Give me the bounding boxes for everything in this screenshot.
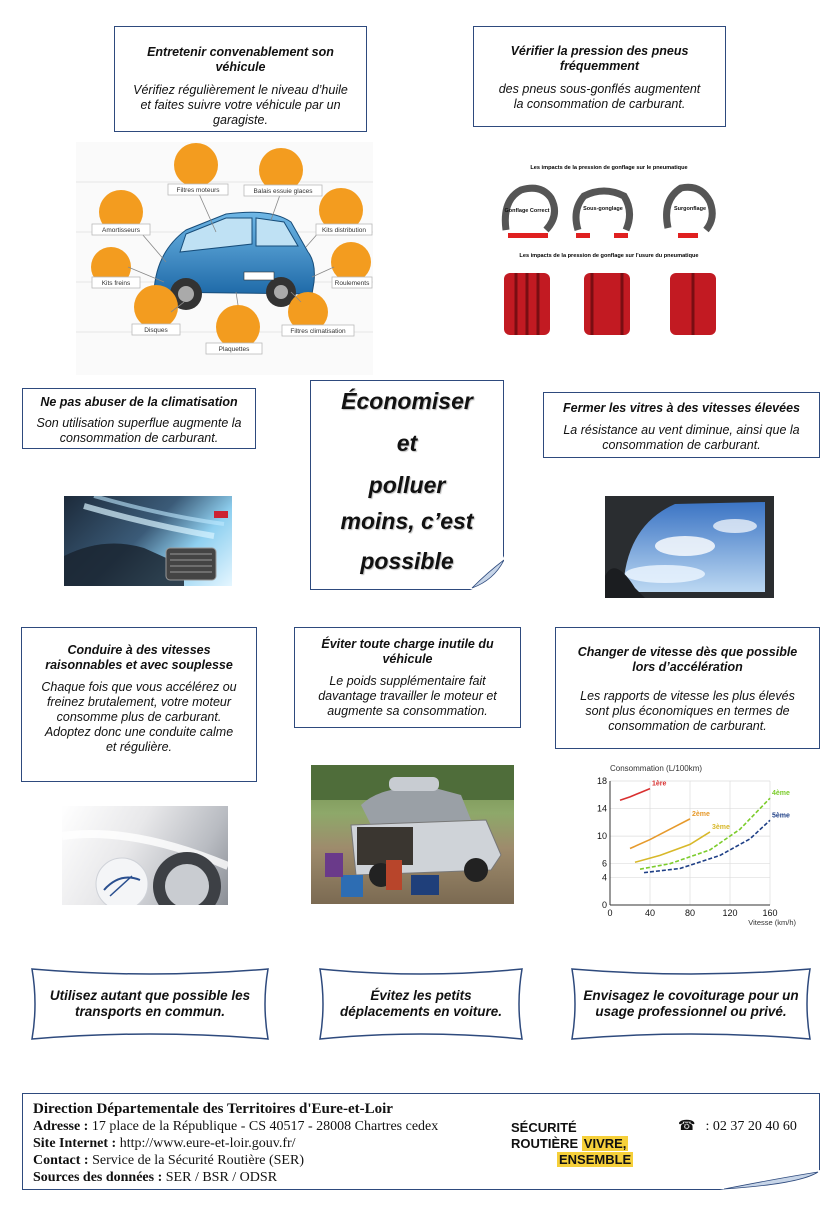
phone-icon: ☎ (678, 1119, 696, 1134)
chart-series-3 (635, 832, 710, 862)
chart-title: Consommation (L/100km) (610, 764, 703, 773)
footer-sources: SER / BSR / ODSR (165, 1170, 278, 1185)
chart-series-label-1: 1ère (652, 780, 667, 788)
label-amortisseurs: Amortisseurs (102, 227, 140, 234)
center-note (310, 380, 504, 590)
chart-y-tick-0: 0 (601, 900, 607, 910)
tyre-title-2: Les impacts de la pression de gonflage sur l'usure du pneumatique (519, 253, 699, 259)
box-changer (555, 627, 820, 749)
box-vitres-title: Fermer les vitres à des vitesses élevées (563, 401, 800, 415)
tyre-correct: Gonflage Correct (504, 208, 550, 214)
banner-covoiturage-text: Envisagez le covoiturage pour un usage professionnel ou privé. (583, 988, 799, 1019)
chart-y-tick-1: 4 (601, 872, 607, 883)
loaded-car-image (311, 765, 514, 904)
tyre-title-1: Les impacts de la pression de gonflage sur le pneumatique (530, 165, 688, 171)
chart-y-tick-4: 14 (596, 803, 607, 814)
label-kits-distribution: Kits distribution (321, 227, 367, 234)
chart-xlabel: Vitesse (km/h) (748, 918, 796, 927)
banner-covoiturage (562, 967, 820, 1041)
footer-site-label: Site Internet : (33, 1136, 117, 1151)
tyre-sur: Surgonflage (673, 206, 707, 212)
chart-series-5 (644, 820, 770, 872)
chart-x-tick-1: 40 (644, 908, 656, 918)
box-vitesses (21, 627, 257, 782)
label-balais: Balais essuie glaces (253, 188, 313, 195)
box-climatisation-desc: Son utilisation superflue augmente la consommation de carburant. (36, 416, 242, 445)
footer-sources-label: Sources des données : (33, 1170, 163, 1185)
label-roulements: Roulements (334, 280, 370, 287)
chart-series-label-2: 2ème (692, 810, 710, 818)
consumption-chart (588, 763, 798, 929)
box-entretenir (114, 26, 367, 132)
label-kits-freins: Kits freins (101, 280, 131, 287)
banner-deplacements-text: Évitez les petits déplacements en voiture. (339, 988, 503, 1019)
box-vitres (543, 392, 820, 458)
page-curl-icon (470, 556, 504, 590)
footer-curl-icon (720, 1170, 820, 1190)
label-filtres: Filtres moteurs (176, 187, 220, 194)
footer-sources-line (33, 1169, 809, 1186)
label-plaquettes: Plaquettes (218, 346, 250, 353)
box-climatisation-title: Ne pas abuser de la climatisation (40, 395, 238, 409)
tyre-sous: Sous-gonglage (583, 206, 623, 212)
banner-transports (22, 967, 278, 1041)
box-climatisation (22, 388, 256, 449)
label-filtres-clim: Filtres climatisation (290, 328, 346, 335)
center-line-3: polluer (368, 472, 446, 498)
box-charge-desc: Le poids supplémentaire fait davantage travailler le moteur et augmente sa consommation. (318, 674, 497, 718)
label-disques: Disques (144, 327, 168, 334)
box-vitesses-desc: Chaque fois que vous accélérez ou freinez brutalement, votre moteur consomme plus de carburant. Adoptez donc une conduite calme et régulière. (41, 680, 237, 754)
center-line-2: et (396, 430, 418, 456)
center-line-1: Économiser (341, 388, 473, 414)
chart-y-tick-2: 6 (601, 858, 607, 869)
box-changer-desc: Les rapports de vitesse les plus élevés sont plus économiques en termes de consommation de carburant. (580, 689, 795, 733)
footer-contact-label: Contact : (33, 1153, 89, 1168)
chart-x-tick-3: 120 (722, 908, 738, 918)
box-pression-desc: des pneus sous-gonflés augmentent la consommation de carburant. (498, 82, 701, 111)
chart-series-label-4: 4ème (772, 790, 790, 798)
box-pression-title: Vérifier la pression des pneus fréquemment (510, 44, 689, 73)
chart-series-1 (620, 789, 650, 801)
chart-x-tick-2: 80 (684, 908, 696, 918)
chart-y-tick-3: 10 (596, 831, 607, 842)
footer (22, 1093, 820, 1190)
car-maintenance-image (76, 142, 373, 375)
air-conditioning-image (64, 496, 232, 586)
footer-contact: Service de la Sécurité Routière (SER) (92, 1153, 304, 1168)
footer-contact-line (33, 1152, 809, 1169)
footer-adresse: 17 place de la République - CS 40517 - 28008 Chartres cedex (91, 1119, 439, 1134)
footer-phone (678, 1118, 797, 1135)
box-charge-title: Éviter toute charge inutile du véhicule (321, 637, 494, 666)
logo-line-4: ENSEMBLE (559, 1152, 632, 1167)
chart-series-2 (630, 819, 690, 849)
box-vitesses-title: Conduire à des vitesses raisonnables et avec souplesse (45, 643, 233, 672)
chart-x-tick-4: 160 (762, 908, 778, 918)
speed-car-image (62, 806, 228, 905)
footer-site-line (33, 1135, 809, 1152)
chart-svg (588, 763, 798, 929)
box-pression (473, 26, 726, 127)
logo-line-2: ROUTIÈRE (511, 1136, 579, 1151)
chart-x-tick-0: 0 (607, 908, 613, 918)
box-entretenir-title: Entretenir convenablement son véhicule (147, 45, 334, 74)
securite-routiere-logo (511, 1120, 633, 1168)
tyre-pressure-image (496, 160, 722, 337)
center-line-5: possible (360, 548, 454, 574)
banner-transports-text: Utilisez autant que possible les transports en commun. (49, 988, 251, 1019)
car-window-image (605, 496, 774, 598)
footer-site-link[interactable]: http://www.eure-et-loir.gouv.fr/ (119, 1136, 296, 1151)
box-vitres-desc: La résistance au vent diminue, ainsi que la consommation de carburant. (563, 423, 800, 452)
box-charge (294, 627, 521, 728)
chart-series-label-3: 3ème (712, 823, 730, 831)
center-line-4: moins, c’est (340, 508, 474, 534)
box-entretenir-desc: Vérifiez régulièrement le niveau d’huile et faites suivre votre véhicule par un garagiste. (133, 83, 348, 127)
box-changer-title: Changer de vitesse dès que possible lors d’accélération (577, 645, 798, 674)
footer-adresse-label: Adresse : (33, 1119, 89, 1134)
footer-org: Direction Départementale des Territoires d'Eure-et-Loir (33, 1101, 393, 1117)
chart-series-label-5: 5ème (772, 812, 790, 820)
footer-phone-number: : 02 37 20 40 60 (705, 1119, 797, 1134)
logo-line-1: SÉCURITÉ (511, 1120, 577, 1135)
logo-line-3: VIVRE, (583, 1136, 627, 1151)
banner-deplacements (310, 967, 532, 1041)
chart-y-tick-5: 18 (596, 776, 607, 786)
